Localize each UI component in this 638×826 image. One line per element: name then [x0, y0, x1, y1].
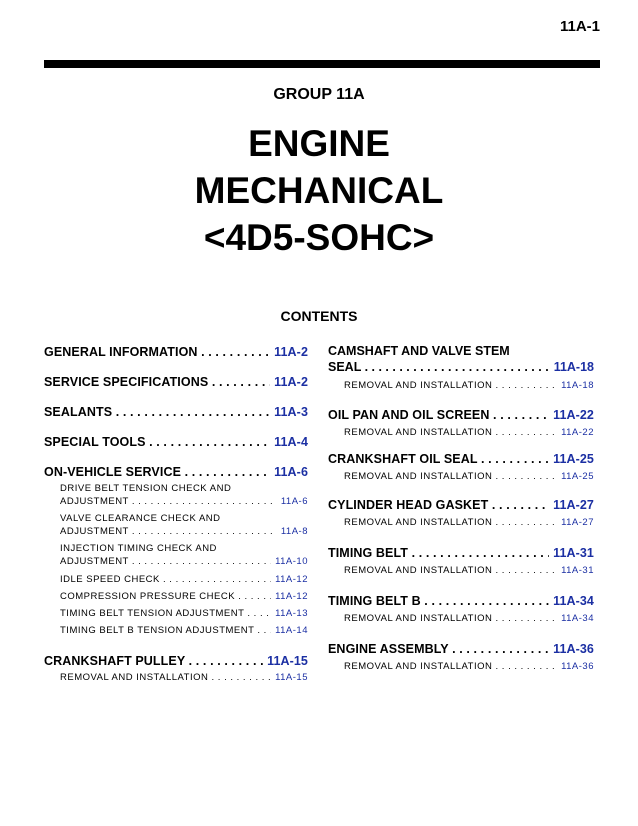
toc-page-link[interactable]: 11A-27 [561, 517, 594, 528]
toc-page-link[interactable]: 11A-6 [274, 465, 308, 479]
toc-page-link[interactable]: 11A-18 [553, 360, 594, 374]
toc-sub-entry-removal-installation[interactable] [328, 378, 594, 391]
toc-sub-entry-timing-belt-tension[interactable] [44, 606, 308, 619]
toc-entry-general-information[interactable] [44, 343, 308, 359]
toc-sub-label-line1: INJECTION TIMING CHECK AND [60, 543, 217, 554]
toc-right-column [328, 343, 594, 672]
toc-entry-engine-assembly[interactable] [328, 640, 594, 656]
toc-entry-label: OIL PAN AND OIL SCREEN . . . [328, 408, 549, 422]
toc-entry-label-line1: CAMSHAFT AND VALVE STEM [328, 344, 510, 358]
toc-page-link[interactable]: 11A-25 [561, 471, 594, 482]
group-label: GROUP 11A [273, 86, 365, 103]
toc-sub-label: REMOVAL AND INSTALLATION . . . [344, 661, 557, 672]
toc-page-link[interactable]: 11A-31 [553, 546, 594, 560]
toc-entry-service-specifications[interactable] [44, 373, 308, 389]
toc-page-link[interactable]: 11A-34 [561, 613, 594, 624]
toc-page-link[interactable]: 11A-22 [561, 427, 594, 438]
toc-entry-label: TIMING BELT . . . [328, 546, 549, 560]
toc-sub-entry-removal-installation[interactable] [328, 611, 594, 624]
toc-page-link[interactable]: 11A-12 [275, 591, 308, 602]
toc-entry-special-tools[interactable] [44, 433, 308, 449]
toc-page-link[interactable]: 11A-18 [561, 380, 594, 391]
toc-sub-entry-removal-installation[interactable] [44, 670, 308, 683]
toc-page-link[interactable]: 11A-8 [280, 526, 308, 537]
toc-entry-label: ENGINE ASSEMBLY . . . [328, 642, 549, 656]
header-rule [44, 60, 600, 68]
toc-entry-label: SEALANTS . . . [44, 405, 270, 419]
toc-page-link[interactable]: 11A-6 [280, 496, 308, 507]
page-number: 11A-1 [559, 18, 600, 35]
toc-page-link[interactable]: 11A-2 [274, 345, 308, 359]
toc-entry-camshaft-valve-stem-seal[interactable] [328, 343, 594, 375]
toc-sub-label: REMOVAL AND INSTALLATION . . . [344, 380, 557, 391]
toc-entry-label-line2: SEAL . . . [328, 359, 550, 375]
title-line-2: MECHANICAL [194, 170, 444, 211]
toc-sub-label: TIMING BELT TENSION ADJUSTMENT . . . [60, 608, 271, 619]
toc-entry-label: CRANKSHAFT OIL SEAL . . . [328, 452, 549, 466]
toc-sub-label-line1: DRIVE BELT TENSION CHECK AND [60, 483, 232, 494]
toc-page-link[interactable]: 11A-14 [275, 625, 308, 636]
toc-entry-on-vehicle-service[interactable] [44, 463, 308, 479]
toc-sub-entry-removal-installation[interactable] [328, 659, 594, 672]
toc-entry-oil-pan-oil-screen[interactable] [328, 406, 594, 422]
toc-entry-label: TIMING BELT B . . . [328, 594, 549, 608]
toc-entry-label: CYLINDER HEAD GASKET . . . [328, 498, 549, 512]
toc-sub-label: REMOVAL AND INSTALLATION . . . [344, 565, 557, 576]
toc-entry-label: SERVICE SPECIFICATIONS . . . [44, 375, 270, 389]
toc-sub-label-line2: ADJUSTMENT . . . [60, 495, 277, 508]
toc-entry-timing-belt-b[interactable] [328, 592, 594, 608]
toc-left-column [44, 343, 308, 683]
toc-sub-entry-drive-belt[interactable] [44, 482, 308, 508]
toc-sub-entry-valve-clearance[interactable] [44, 512, 308, 538]
toc-page-link[interactable]: 11A-36 [553, 642, 594, 656]
toc-sub-entry-removal-installation[interactable] [328, 425, 594, 438]
toc-page-link[interactable]: 11A-2 [274, 375, 308, 389]
toc-sub-entry-timing-belt-b-tension[interactable] [44, 623, 308, 636]
toc-sub-label: REMOVAL AND INSTALLATION . . . [344, 427, 557, 438]
toc-page-link[interactable]: 11A-12 [275, 574, 308, 585]
toc-entry-crankshaft-pulley[interactable] [44, 652, 308, 668]
toc-page-link[interactable]: 11A-22 [553, 408, 594, 422]
toc-page-link[interactable]: 11A-31 [561, 565, 594, 576]
toc-page-link[interactable]: 11A-4 [274, 435, 308, 449]
toc-page-link[interactable]: 11A-36 [561, 661, 594, 672]
toc-entry-label: GENERAL INFORMATION . . . [44, 345, 270, 359]
toc-sub-label-line2: ADJUSTMENT . . . [60, 555, 271, 568]
toc-sub-label: REMOVAL AND INSTALLATION . . . [344, 613, 557, 624]
toc-sub-label: REMOVAL AND INSTALLATION . . . [344, 517, 557, 528]
toc-page-link[interactable]: 11A-27 [553, 498, 594, 512]
toc-sub-entry-removal-installation[interactable] [328, 515, 594, 528]
toc-sub-label: REMOVAL AND INSTALLATION . . . [60, 672, 271, 683]
toc-entry-label: CRANKSHAFT PULLEY . . . [44, 654, 263, 668]
toc-entry-label: SPECIAL TOOLS . . . [44, 435, 270, 449]
toc-sub-label-line2: ADJUSTMENT . . . [60, 525, 277, 538]
toc-sub-entry-removal-installation[interactable] [328, 563, 594, 576]
toc-page-link[interactable]: 11A-3 [274, 405, 308, 419]
contents-heading: CONTENTS [280, 308, 358, 324]
toc-page-link[interactable]: 11A-15 [267, 654, 308, 668]
toc-sub-entry-injection-timing[interactable] [44, 542, 308, 568]
toc-page-link[interactable]: 11A-10 [275, 556, 308, 567]
toc-sub-entry-compression[interactable] [44, 589, 308, 602]
toc-sub-label: TIMING BELT B TENSION ADJUSTMENT . . . [60, 625, 271, 636]
toc-sub-label: IDLE SPEED CHECK . . . [60, 574, 271, 585]
toc-page-link[interactable]: 11A-13 [275, 608, 308, 619]
toc-sub-entry-removal-installation[interactable] [328, 469, 594, 482]
toc-sub-label-line1: VALVE CLEARANCE CHECK AND [60, 513, 221, 524]
title-line-3: <4D5-SOHC> [203, 217, 435, 258]
toc-page-link[interactable]: 11A-15 [275, 672, 308, 683]
title-line-1: ENGINE [248, 123, 390, 164]
toc-entry-cylinder-head-gasket[interactable] [328, 496, 594, 512]
toc-page-link[interactable]: 11A-25 [553, 452, 594, 466]
toc-entry-label: ON-VEHICLE SERVICE . . . [44, 465, 270, 479]
toc-sub-entry-idle-speed[interactable] [44, 572, 308, 585]
toc-page-link[interactable]: 11A-34 [553, 594, 594, 608]
toc-entry-crankshaft-oil-seal[interactable] [328, 450, 594, 466]
page-title [0, 120, 638, 261]
toc-sub-label: REMOVAL AND INSTALLATION . . . [344, 471, 557, 482]
toc-entry-timing-belt[interactable] [328, 544, 594, 560]
toc-entry-sealants[interactable] [44, 403, 308, 419]
toc-sub-label: COMPRESSION PRESSURE CHECK . . . [60, 591, 271, 602]
